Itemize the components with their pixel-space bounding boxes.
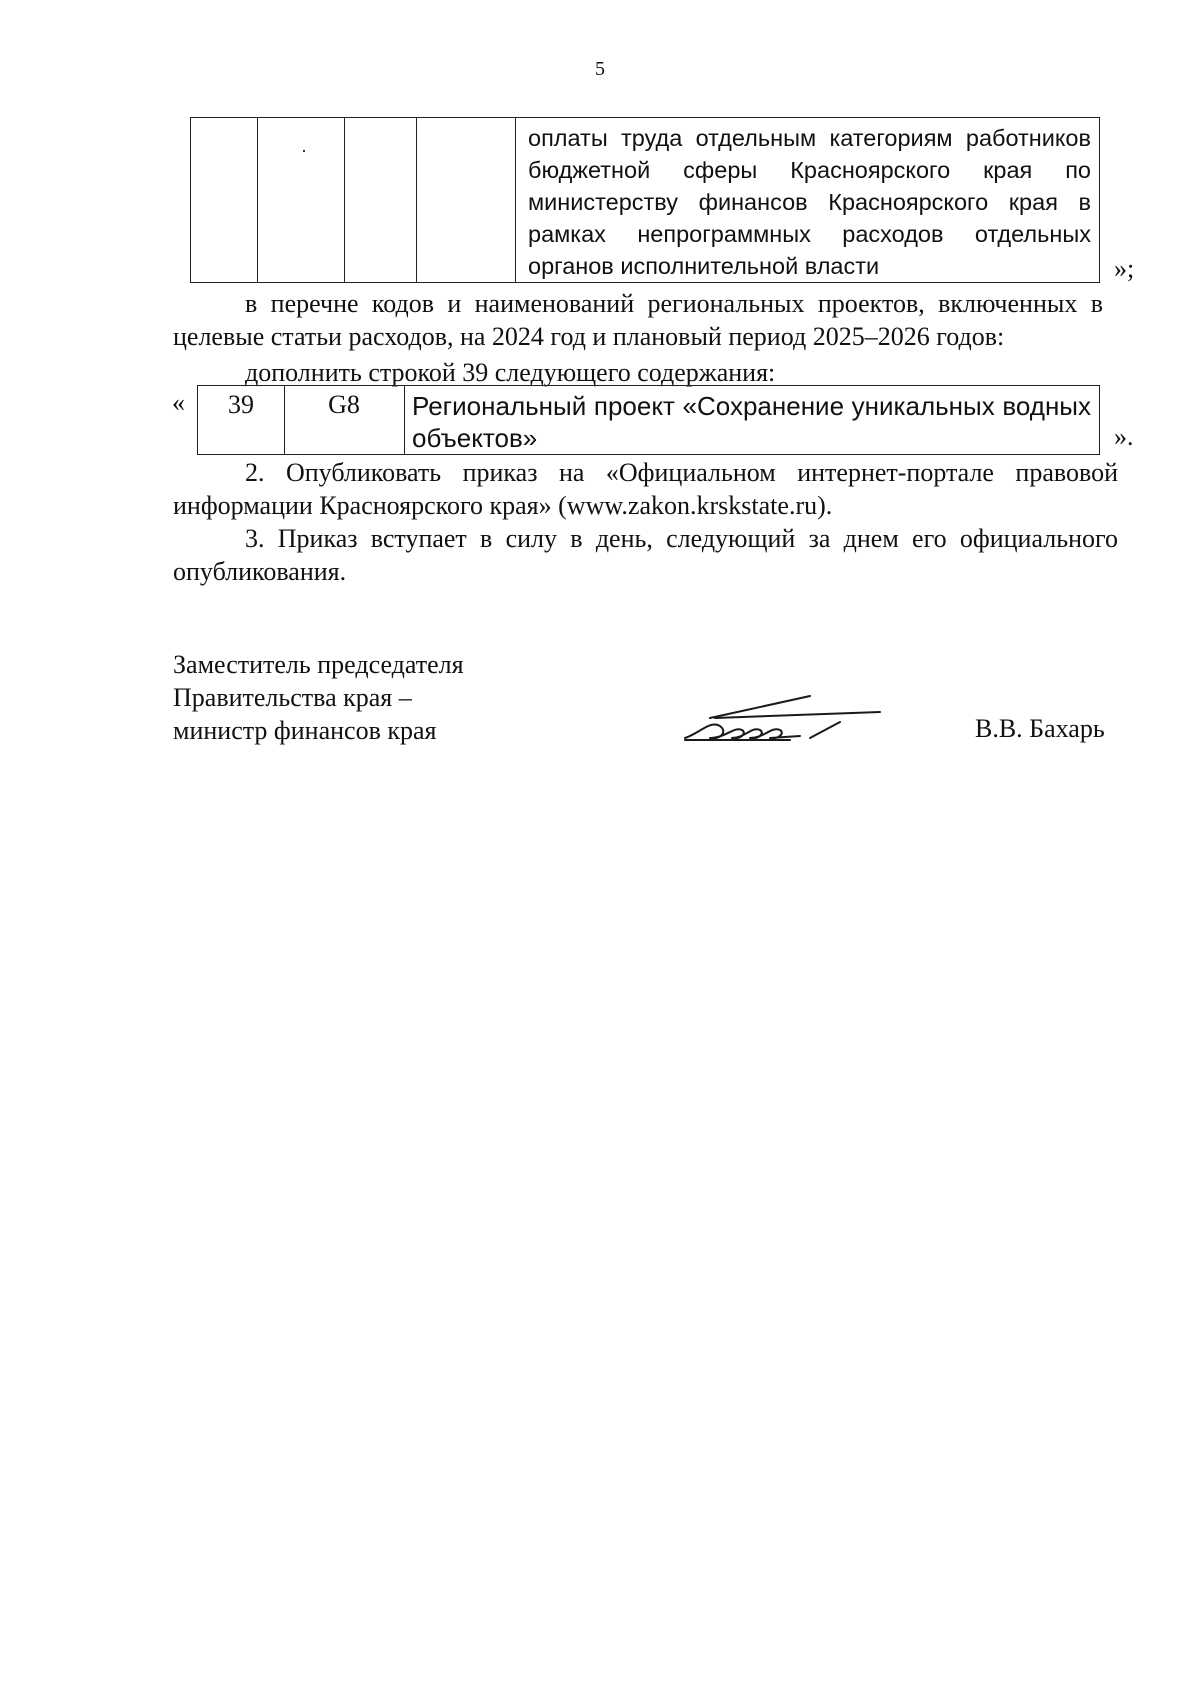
- handwritten-signature: [680, 688, 890, 748]
- paragraph-regional-projects: в перечне кодов и наименований региональных проектов, включенных в целевые статьи расходов, на 2024 год и плановый период 2025–2026 годов:: [173, 289, 1103, 351]
- continuation-table: [190, 117, 1100, 283]
- table-divider: [344, 118, 345, 282]
- item-3-effective: 3. Приказ вступает в силу в день, следующий за днем его официального опубликования.: [173, 524, 1118, 586]
- table-divider: [404, 386, 405, 454]
- row-number: 39: [228, 390, 254, 419]
- signatory-title-line2: Правительства края –: [173, 683, 412, 712]
- signatory-title-line3: министр финансов края: [173, 716, 437, 745]
- item-2-publish: 2. Опубликовать приказ на «Официальном интернет-портале правовой информации Красноярского края» (www.zakon.krskstate.ru).: [173, 458, 1118, 520]
- table-divider: [515, 118, 516, 282]
- opening-quote: «: [172, 388, 185, 417]
- signatory-title-line1: Заместитель председателя: [173, 650, 464, 679]
- table-cell-description: [528, 122, 1091, 282]
- row-code: G8: [328, 390, 360, 419]
- table-cell-text: оплаты труда отдельным категориям работников бюджетной сферы Красноярского края по министерству финансов Красноярского края в рамках непрограммных расходов отдельных: [528, 125, 1091, 247]
- signatory-name: В.В. Бахарь: [975, 714, 1105, 743]
- new-row-table: [197, 385, 1100, 455]
- closing-quote-2: ».: [1114, 422, 1134, 451]
- paragraph-add-row: дополнить строкой 39 следующего содержания:: [245, 358, 776, 387]
- page-number: 5: [595, 58, 605, 80]
- table-divider: [257, 118, 258, 282]
- table-divider: [416, 118, 417, 282]
- row-project-name: Региональный проект «Сохранение уникальных водных объектов»: [412, 391, 1091, 453]
- table-mark: ·: [301, 141, 307, 161]
- closing-quote: »;: [1114, 254, 1135, 283]
- signatory-title: [173, 648, 464, 747]
- table-cell-last-line: органов исполнительной власти: [528, 253, 880, 279]
